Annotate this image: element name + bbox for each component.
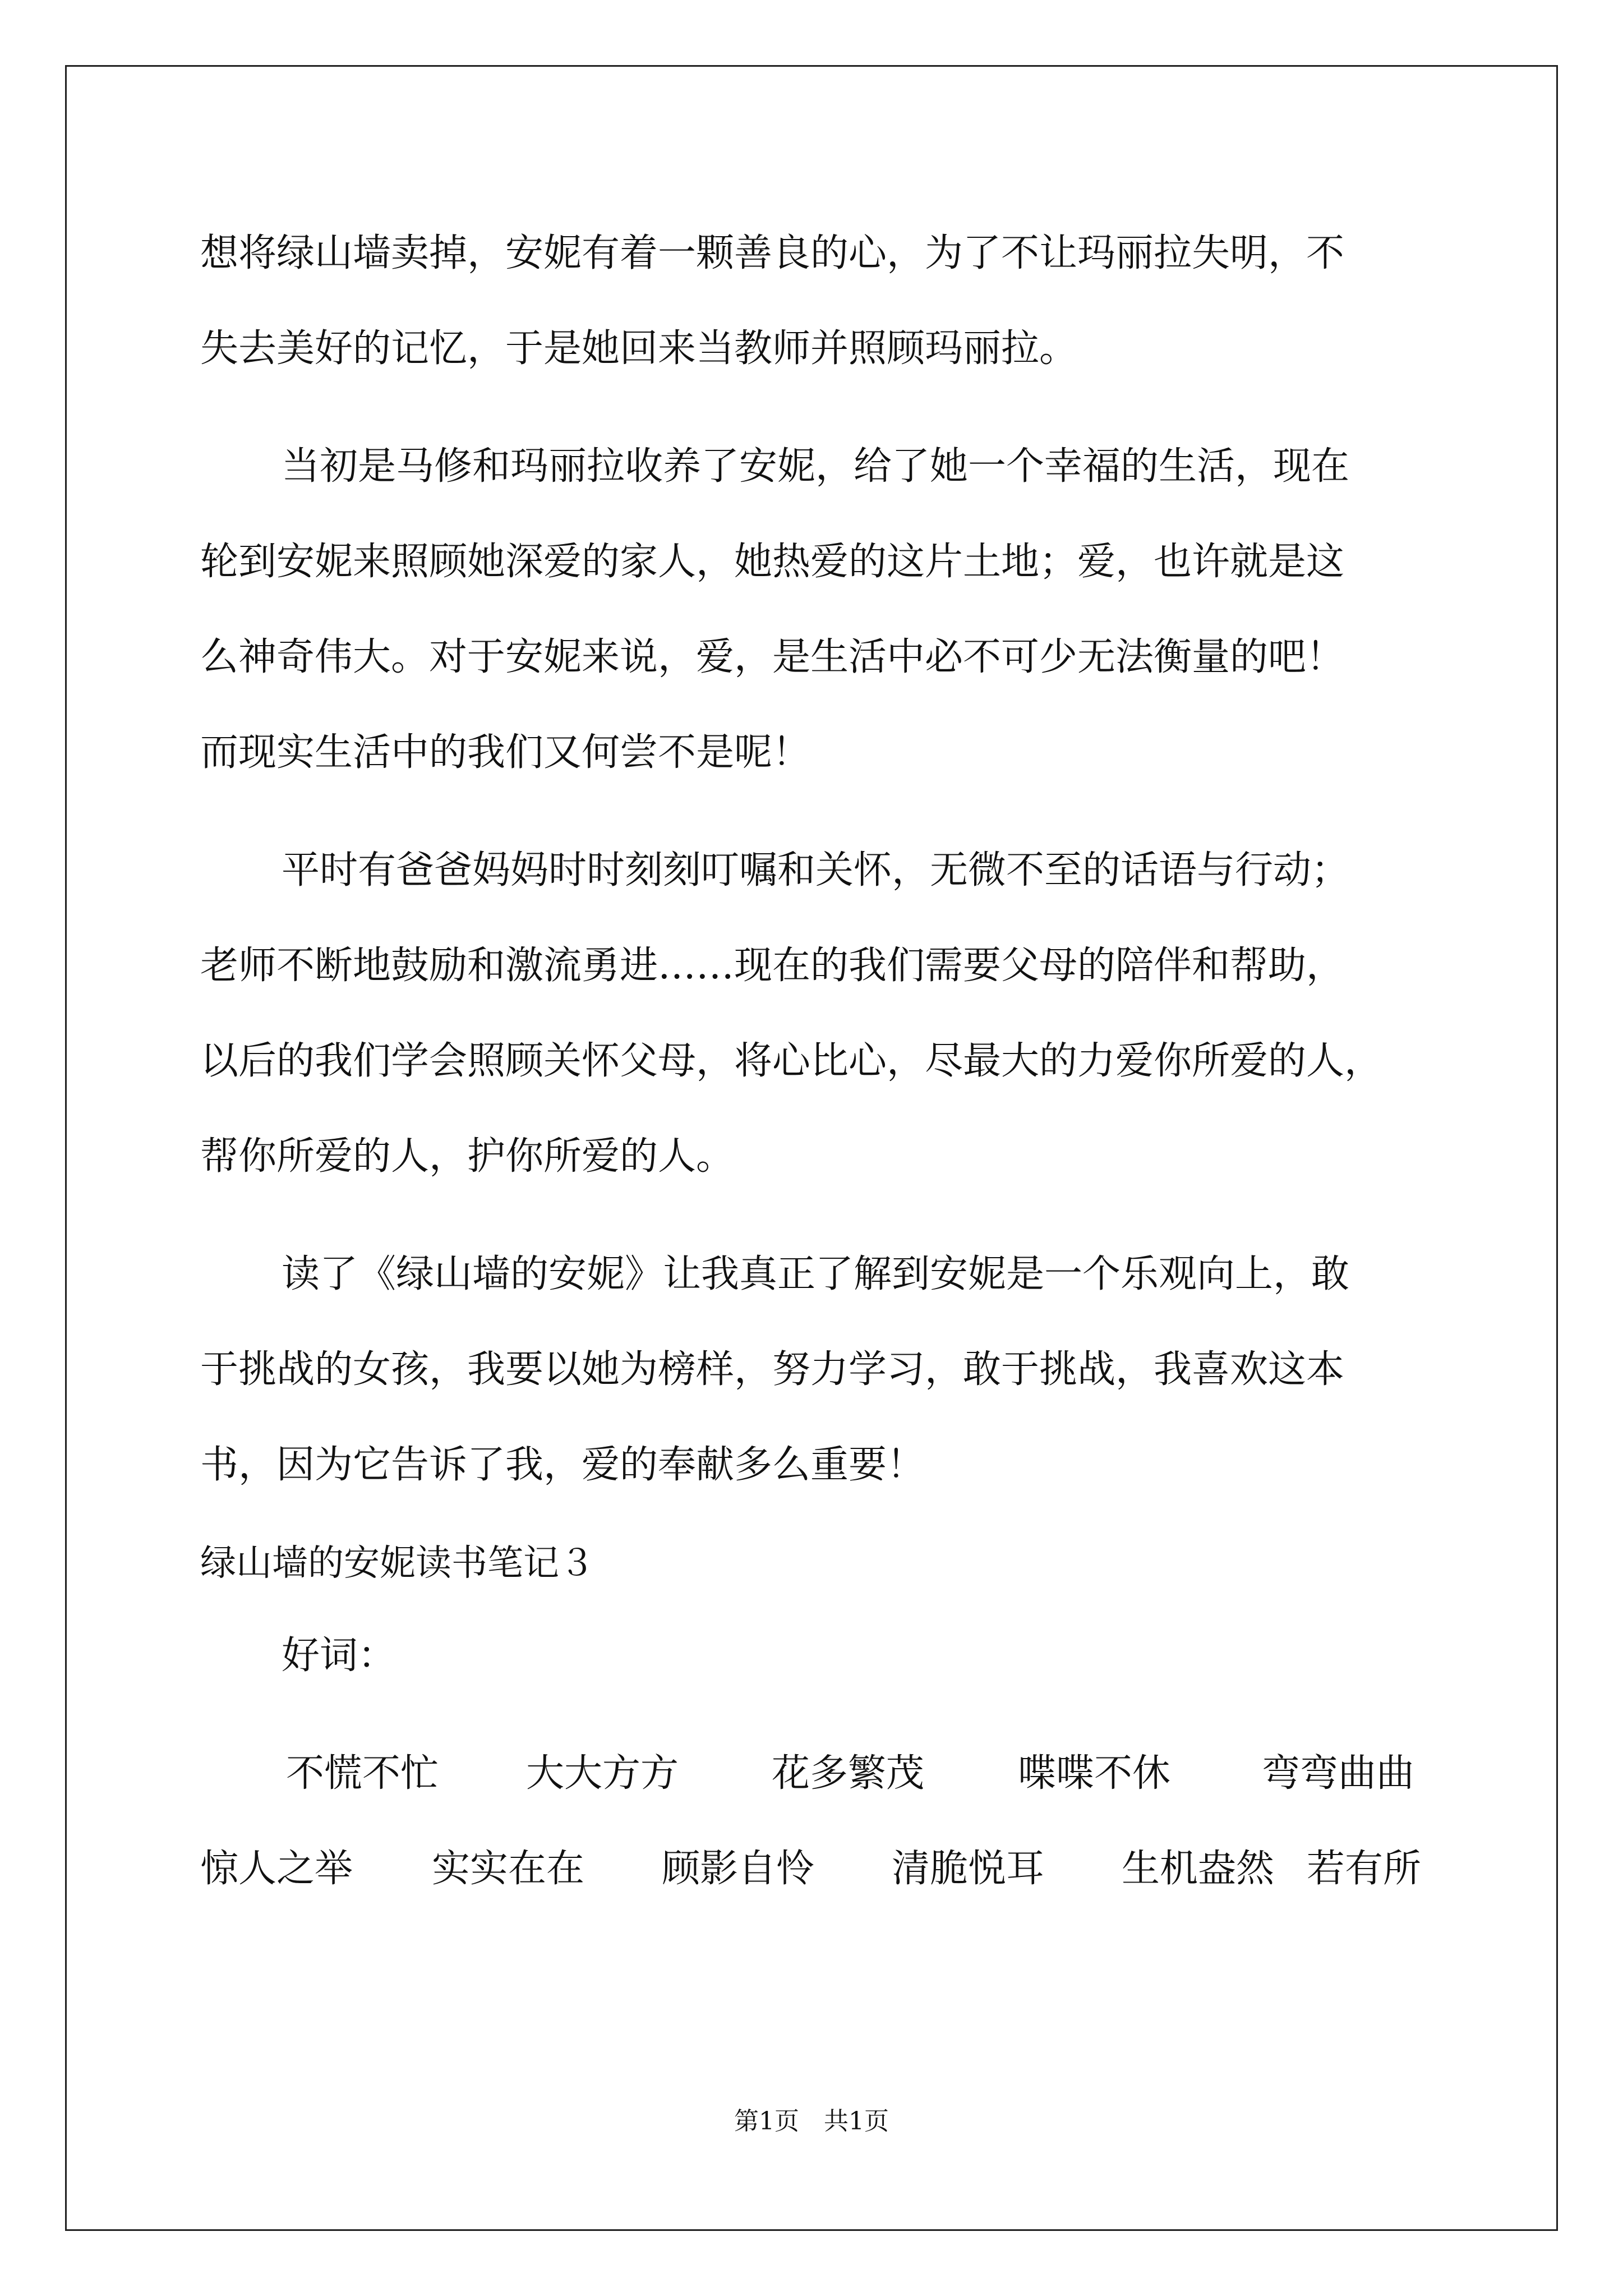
text-line-8: 老师不断地鼓励和激流勇进……现在的我们需要父母的陪伴和帮助， <box>200 944 1345 988</box>
good-word: 惊人之举 <box>200 1847 353 1891</box>
text-line-3: 当初是马修和玛丽拉收养了安妮，给了她一个幸福的生活，现在 <box>282 444 1350 489</box>
text-line-1: 想将绿山墙卖掉，安妮有着一颗善良的心，为了不让玛丽拉失明，不 <box>200 231 1345 275</box>
page-footer: 第1页 共1页 <box>734 2107 889 2136</box>
good-word: 实实在在 <box>432 1847 585 1891</box>
section-title: 绿山墙的安妮读书笔记３ <box>200 1543 595 1584</box>
text-line-2: 失去美好的记忆，于是她回来当教师并照顾玛丽拉。 <box>200 326 1078 371</box>
text-line-11: 读了《绿山墙的安妮》让我真正了解到安妮是一个乐观向上，敢 <box>282 1252 1350 1296</box>
good-word: 不慌不忙 <box>286 1751 439 1796</box>
good-words-heading: 好词： <box>282 1634 396 1678</box>
good-word: 生机盎然 <box>1122 1847 1275 1891</box>
text-line-10: 帮你所爱的人，护你所爱的人。 <box>200 1134 735 1179</box>
text-line-6: 而现实生活中的我们又何尝不是呢！ <box>200 730 811 775</box>
good-word: 花多繁茂 <box>772 1751 925 1796</box>
good-word: 顾影自怜 <box>662 1847 815 1891</box>
good-word: 大大方方 <box>526 1751 679 1796</box>
text-line-13: 书，因为它告诉了我，爱的奉献多么重要！ <box>200 1443 925 1487</box>
good-word: 弯弯曲曲 <box>1262 1751 1415 1796</box>
good-word: 若有所 <box>1307 1847 1422 1891</box>
text-line-4: 轮到安妮来照顾她深爱的家人，她热爱的这片土地；爱，也许就是这 <box>200 540 1345 584</box>
text-line-9: 以后的我们学会照顾关怀父母，将心比心，尽最大的力爱你所爱的人， <box>200 1039 1383 1083</box>
good-word: 清脆悦耳 <box>892 1847 1045 1891</box>
text-line-7: 平时有爸爸妈妈时时刻刻叮嘱和关怀，无微不至的话语与行动； <box>282 848 1350 892</box>
text-line-12: 于挑战的女孩，我要以她为榜样，努力学习，敢于挑战，我喜欢这本 <box>200 1347 1345 1392</box>
text-line-5: 么神奇伟大。对于安妮来说，爱，是生活中必不可少无法衡量的吧！ <box>200 635 1345 679</box>
good-word: 喋喋不休 <box>1018 1751 1171 1796</box>
